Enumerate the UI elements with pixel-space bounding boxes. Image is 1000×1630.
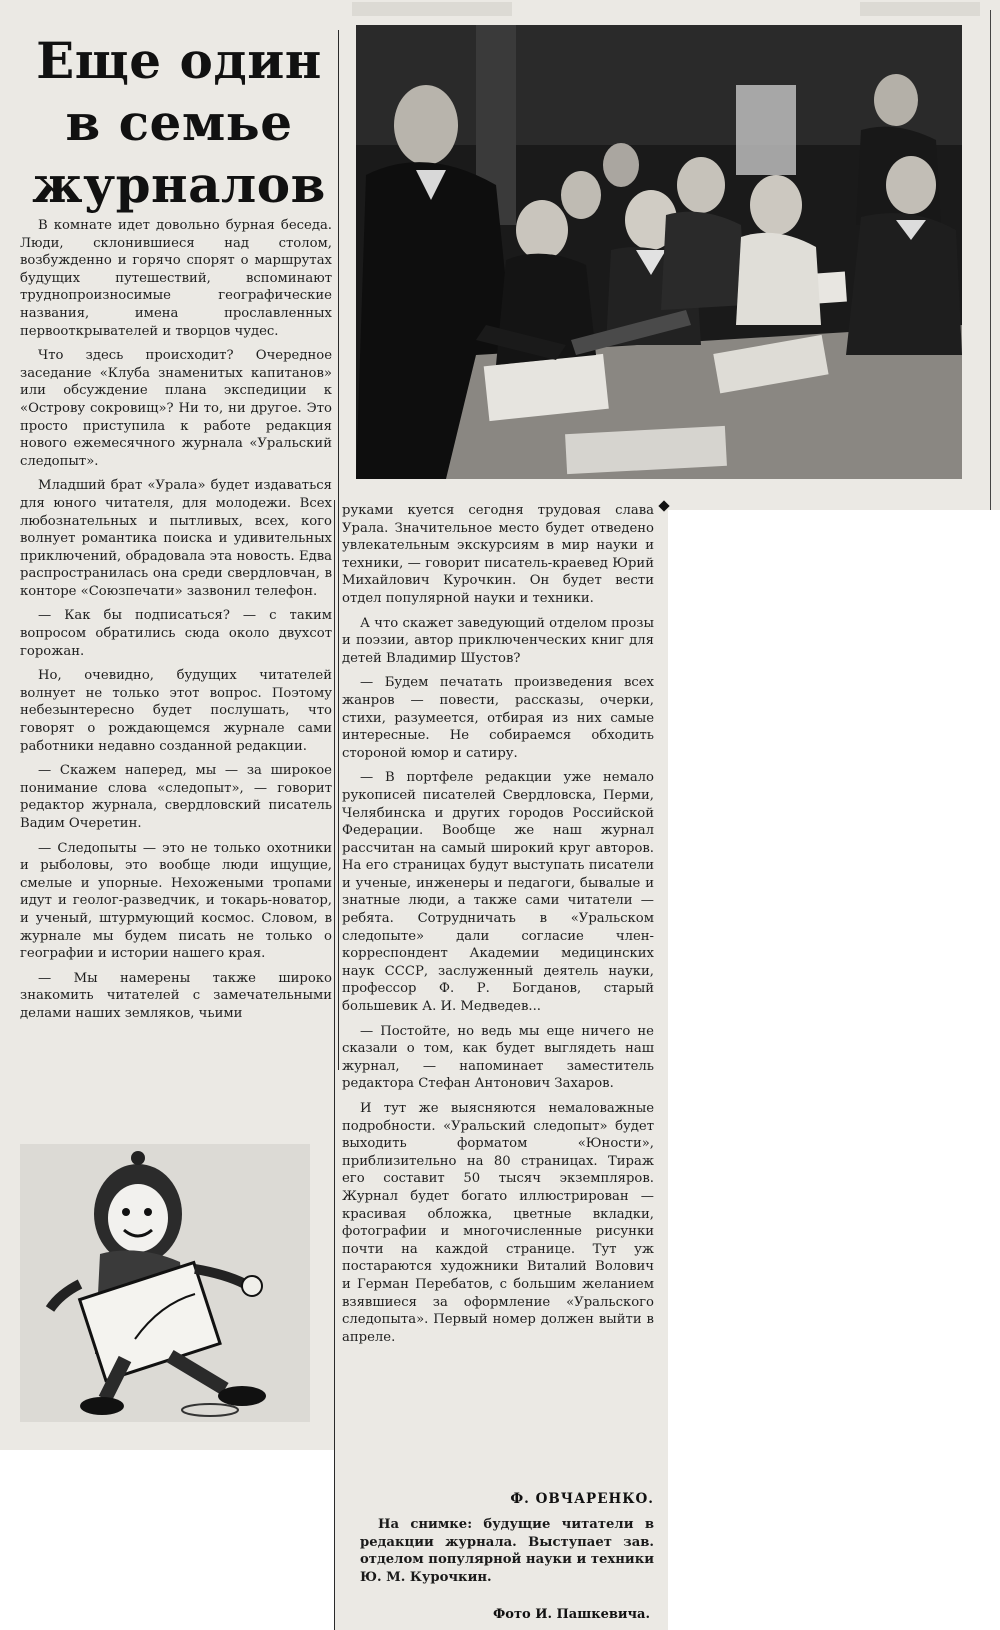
photo-credit: Фото И. Пашкевича. xyxy=(492,1607,650,1622)
paragraph: — В портфеле редакции уже немало рукописей писателей Свердловска, Перми, Челябинска и других городов Российской Федерации. Вообще же наш журнал рассчитан на самый широкий круг авторов. На его страницах будут выступать писатели и ученые, инженеры и педагоги, бывалые и знатные люди, а также сами читатели — ребята. Сотрудничать в «Уральском следопыте» дали согласие член-корреспондент Академии медицинских наук СССР, заслуженный деятель науки, профессор Ф. Р. Богданов, старый большевик А. И. Медведев... xyxy=(342,770,654,1015)
paragraph: — Следопыты — это не только охотники и рыболовы, это вообще люди ищущие, смелые и упорные. Нехожеными тропами идут и геолог-разведчик, и токарь-новатор, и ученый, штурмующий космос. Словом, в журнале мы будем писать не только о географии и истории нашего края. xyxy=(20,840,332,962)
article-column-right xyxy=(342,502,654,1353)
photo-editorial-meeting xyxy=(356,25,962,479)
caption-text: На снимке: будущие читатели в редакции журнала. Выступает зав. отделом популярной науки и техники Ю. М. Курочкин. xyxy=(360,1517,654,1585)
paragraph: Что здесь происходит? Очередное заседание «Клуба знаменитых капитанов» или обсуждение плана экспедиции к «Острову сокровищ»? Ни то, ни другое. Это просто приступила к работе редакция нового ежемесячного журнала «Уральский следопыт». xyxy=(20,348,332,469)
paragraph: В комнате идет довольно бурная беседа. Люди, склонившиеся над столом, возбужденно и горячо спорят о маршрутах будущих путешествий, вспоминают труднопроизносимые географические названия, имена прославленных первооткрывателей и творцов чудес. xyxy=(20,218,332,339)
paragraph: — Постойте, но ведь мы еще ничего не сказали о том, как будет выглядеть наш журнал, — напоминает заместитель редактора Стефан Антонович Захаров. xyxy=(342,1023,654,1092)
paragraph: Но, очевидно, будущих читателей волнует не только этот вопрос. Поэтому небезынтересно будет послушать, что говорят о рождающемся журнале сами работники недавно созданной редакции. xyxy=(20,668,332,754)
article-column-left xyxy=(20,217,332,1030)
column-rule xyxy=(990,10,991,510)
paragraph: — Будем печатать произведения всех жанров — повести, рассказы, очерки, стихи, разумеется, отбирая из них самые интересные. Не собираемся обходить стороной юмор и сатиру. xyxy=(342,675,654,761)
photo-caption xyxy=(360,1516,654,1586)
paragraph: А что скажет заведующий отделом прозы и поэзии, автор приключенческих книг для детей Владимир Шустов? xyxy=(342,615,654,666)
author-signature: Ф. ОВЧАРЕНКО. xyxy=(510,1491,654,1507)
paragraph: И тут же выясняются немаловажные подробности. «Уральский следопыт» будет выходить форматом «Юности», приблизительно на 80 страницах. Тираж его составит 50 тысяч экземпляров. Журнал будет богато иллюстрирован — красивая обложка, цветные вкладки, фотографии и многочисленные рисунки почти на каждой странице. Тут уж постараются художники Виталий Волович и Герман Перебатов, с большим желанием взявшиеся за оформление «Уральского следопыта». Первый номер должен выйти в апреле. xyxy=(342,1101,654,1345)
paragraph: — Как бы подписаться? — с таким вопросом обратились сюда около двухсот горожан. xyxy=(20,608,332,659)
column-rule xyxy=(334,500,335,1630)
illustration-scout-with-magazine xyxy=(20,1144,310,1422)
paragraph: руками куется сегодня трудовая слава Урала. Значительное место будет отведено увлекательным экскурсиям в мир науки и техники, — говорит писатель-краевед Юрий Михайлович Курочкин. Он будет вести отдел популярной науки и техники. xyxy=(342,503,654,606)
paragraph: — Скажем наперед, мы — за широкое понимание слова «следопыт», — говорит редактор журнала, свердловский писатель Вадим Очеретин. xyxy=(20,763,332,831)
headline: Еще один в семье журналов xyxy=(32,31,326,214)
paragraph: — Мы намерены также широко знакомить читателей с замечательными делами наших земляков, чьими xyxy=(20,970,332,1021)
bleed-through-mark xyxy=(352,2,512,16)
paragraph: Младший брат «Урала» будет издаваться для юного читателя, для молодежи. Всех любознательных и пытливых, всех, кого волнует романтика поиска и удивительных приключений, обрадовала эта новость. Едва распространилась она среди свердловчан, в конторе «Союзпечати» зазвонил телефон. xyxy=(20,478,332,599)
bleed-through-mark xyxy=(860,2,980,16)
